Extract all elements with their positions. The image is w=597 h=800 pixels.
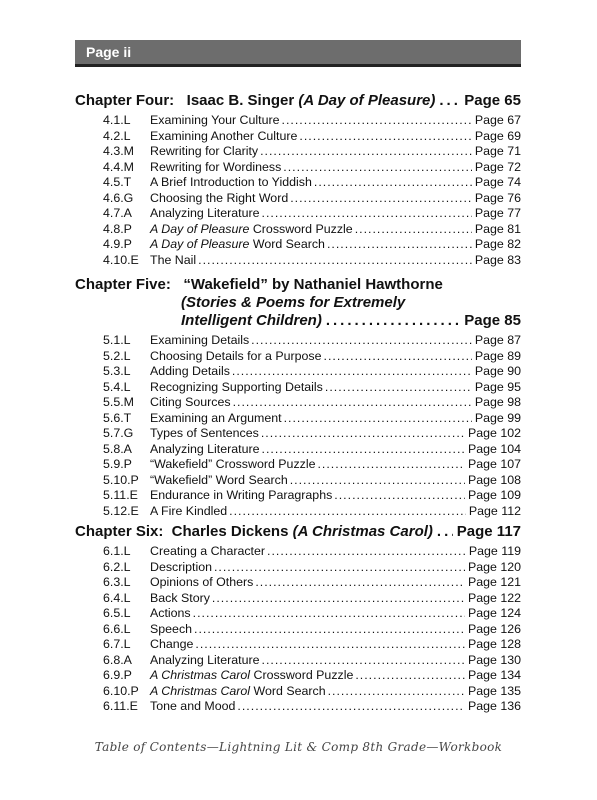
lesson-title-part: Back Story [150,590,210,605]
lesson-title-part: A Brief Introduction to Yiddish [150,175,312,189]
toc-entry [75,175,521,191]
dot-leader [255,575,465,591]
chapter-heading-line [75,523,521,541]
lesson-title-part: Opinions of Others [150,575,254,589]
lesson-code: 5.10.P [103,472,139,487]
lesson-code: 4.9.P [103,237,132,251]
dot-leader [261,426,465,442]
lesson-code: 6.3.L [103,575,131,589]
lesson-page-number: Page 119 [468,544,521,558]
lesson-page-number: Page 136 [467,699,521,713]
lesson-title-part: Word Search [249,237,325,251]
lesson-page-number: Page 126 [467,621,521,636]
lesson-page-number: Page 130 [467,652,521,667]
lesson-title-part: “Wakefield” Crossword Puzzle [150,457,316,471]
lesson-page-number: Page 121 [467,575,521,589]
lesson-title-part: Choosing Details for a Purpose [150,348,322,363]
lesson-title-part: “Wakefield” Word Search [150,472,288,487]
lesson-title [150,488,332,504]
toc-entry [75,395,521,411]
lesson-page-number: Page 104 [467,441,521,456]
lesson-title [150,606,191,622]
dot-leader [262,653,465,669]
lesson-page-number: Page 83 [474,252,521,267]
lesson-title-part: Crossword Puzzle [250,668,354,682]
chapter-heading-line [75,276,521,294]
toc-entry [75,349,521,365]
chapter-heading-text: Intelligent Children) [181,312,322,329]
dot-leader [328,684,465,700]
lesson-title-part: Examining Another Culture [150,128,298,143]
lesson-title [150,191,288,207]
dot-leader [198,253,472,269]
lesson-title-part: A Day of Pleasure [150,221,250,236]
chapter-heading-text: Chapter Six: Charles Dickens [75,523,293,540]
lesson-title-part: A Day of Pleasure [150,237,250,251]
lesson-title-part: Tone and Mood [150,699,236,713]
lesson-code: 5.6.T [103,410,132,425]
lesson-code: 6.10.P [103,683,139,698]
lesson-code: 4.6.G [103,190,134,205]
lesson-title-part: Crossword Puzzle [249,221,353,236]
lesson-title-part: Choosing the Right Word [150,190,289,205]
dot-leader [325,380,472,396]
lesson-title [150,622,192,638]
lesson-title [150,699,235,715]
chapter-page-number: Page 85 [464,312,521,329]
lesson-title [150,349,322,365]
lesson-code: 5.7.G [103,426,134,440]
lesson-title [150,160,281,176]
dot-leader [283,160,472,176]
chapter-page-number: Page 65 [464,92,521,109]
lesson-title [150,426,259,442]
dot-leader [439,92,460,110]
lesson-title [150,175,312,191]
toc-entry [75,684,521,700]
dot-leader [284,411,472,427]
lesson-title-part: Examining Details [150,333,250,347]
lesson-code: 5.11.E [103,488,138,502]
dot-leader [327,237,472,253]
toc-entry [75,206,521,222]
lesson-page-number: Page 81 [474,221,521,236]
chapter-heading-text: Chapter Five: “Wakefield” by Nathaniel Hawthorne [75,276,443,293]
dot-leader [314,175,472,191]
chapter-heading-line [75,294,521,312]
lesson-page-number: Page 122 [467,590,521,605]
toc-entry [75,364,521,380]
lesson-page-number: Page 108 [467,472,521,487]
toc-entry-list [75,113,521,268]
lesson-title-part: Recognizing Supporting Details [150,379,323,394]
lesson-title-part: Examining Your Culture [150,113,280,127]
lesson-title-part: Analyzing Literature [150,441,260,456]
lesson-title-part: Speech [150,621,193,636]
chapter-heading-text: (A Christmas Carol) [292,523,433,540]
toc-entry [75,222,521,238]
lesson-page-number: Page 107 [467,457,521,471]
lesson-title-part: Adding Details [150,364,230,378]
lesson-title [150,591,210,607]
toc-entry [75,144,521,160]
toc-entry [75,637,521,653]
lesson-title [150,684,326,700]
dot-leader [326,312,460,330]
dot-leader [267,544,466,560]
toc-entry [75,622,521,638]
header-rule [75,64,521,67]
lesson-code: 5.3.L [103,364,131,378]
toc-entry [75,253,521,269]
lesson-title-part: Types of Sentences [150,426,259,440]
lesson-title [150,333,249,349]
dot-leader [355,668,465,684]
dot-leader [437,523,453,541]
lesson-page-number: Page 82 [474,237,521,251]
lesson-page-number: Page 128 [467,637,521,651]
toc-entry [75,113,521,129]
dot-leader [317,457,464,473]
lesson-page-number: Page 98 [474,395,521,409]
lesson-page-number: Page 99 [474,410,521,425]
lesson-title [150,560,212,576]
lesson-code: 4.1.L [103,113,131,127]
lesson-page-number: Page 72 [474,159,521,174]
toc-entry [75,653,521,669]
lesson-title [150,237,325,253]
lesson-code: 5.8.A [103,441,132,456]
lesson-page-number: Page 74 [474,175,521,189]
toc-entry-list [75,333,521,519]
dot-leader [334,488,465,504]
lesson-code: 4.4.M [103,159,134,174]
dot-leader [260,144,472,160]
chapter-heading-text: (Stories & Poems for Extremely [181,294,406,311]
lesson-page-number: Page 69 [474,128,521,143]
dot-leader [237,699,465,715]
lesson-page-number: Page 124 [467,606,521,620]
chapter-heading-line [75,312,521,330]
lesson-title-part: Analyzing Literature [150,652,260,667]
lesson-title [150,575,253,591]
lesson-title [150,206,260,222]
lesson-code: 6.9.P [103,668,132,682]
page-footer: Table of Contents—Lightning Lit & Comp 8th Grade—Workbook [94,740,503,754]
dot-leader [262,442,465,458]
toc-entry [75,575,521,591]
chapter-six [75,523,521,715]
dot-leader [290,473,465,489]
lesson-title [150,473,288,489]
chapter-heading-line [75,92,521,110]
lesson-title [150,113,280,129]
lesson-title [150,457,315,473]
lesson-page-number: Page 71 [474,144,521,158]
lesson-page-number: Page 120 [467,559,521,574]
chapter-five [75,276,521,519]
dot-leader [355,222,472,238]
lesson-code: 4.10.E [103,252,139,267]
lesson-title-part: Rewriting for Clarity [150,144,259,158]
page-header-bar [75,40,521,64]
dot-leader [229,504,466,520]
lesson-code: 4.8.P [103,221,132,236]
chapter-heading-text: Chapter Four: Isaac B. Singer [75,92,299,109]
lesson-page-number: Page 112 [468,503,521,518]
dot-leader [282,113,472,129]
lesson-title [150,253,196,269]
lesson-title-part: A Fire Kindled [150,503,228,518]
dot-leader [251,333,472,349]
lesson-title [150,637,193,653]
toc-entry [75,129,521,145]
toc-entry [75,160,521,176]
lesson-title-part: Examining an Argument [150,410,282,425]
lesson-title [150,668,353,684]
lesson-page-number: Page 77 [474,206,521,220]
dot-leader [233,395,472,411]
dot-leader [214,560,465,576]
toc-entry [75,333,521,349]
lesson-title [150,364,230,380]
lesson-page-number: Page 90 [474,364,521,378]
lesson-title-part: Endurance in Writing Paragraphs [150,488,333,502]
toc-entry [75,544,521,560]
lesson-title [150,504,227,520]
lesson-title-part: A Christmas Carol [150,668,251,682]
toc-entry [75,668,521,684]
lesson-code: 6.7.L [103,637,131,651]
lesson-code: 6.6.L [103,621,131,636]
toc-entry [75,426,521,442]
lesson-page-number: Page 76 [474,190,521,205]
toc-entry [75,411,521,427]
lesson-title [150,544,265,560]
chapter-page-number: Page 117 [456,523,521,540]
lesson-code: 6.11.E [103,699,138,713]
dot-leader [262,206,472,222]
lesson-page-number: Page 67 [474,113,521,127]
dot-leader [299,129,471,145]
lesson-page-number: Page 109 [467,488,521,502]
lesson-title [150,395,231,411]
lesson-code: 6.2.L [103,559,131,574]
dot-leader [194,622,465,638]
lesson-code: 4.2.L [103,128,131,143]
toc-entry [75,191,521,207]
lesson-code: 5.4.L [103,379,131,394]
lesson-code: 6.1.L [103,544,131,558]
toc-entry [75,591,521,607]
chapter-four [75,92,521,268]
lesson-code: 4.5.T [103,175,132,189]
toc-entry-list [75,544,521,715]
lesson-title-part: Citing Sources [150,395,231,409]
lesson-title [150,222,353,238]
chapter-heading-text: (A Day of Pleasure) [298,92,436,109]
lesson-code: 6.8.A [103,652,132,667]
toc-entry [75,237,521,253]
lesson-page-number: Page 135 [467,683,521,698]
page-label: Page ii [86,44,132,60]
dot-leader [212,591,465,607]
dot-leader [324,349,472,365]
toc-entry [75,699,521,715]
lesson-code: 5.12.E [103,503,139,518]
dot-leader [290,191,472,207]
lesson-code: 4.3.M [103,144,134,158]
lesson-title [150,442,260,458]
dot-leader [193,606,465,622]
lesson-title-part: Word Search [250,683,326,698]
dot-leader [232,364,472,380]
lesson-page-number: Page 95 [474,379,521,394]
toc-entry [75,606,521,622]
lesson-title-part: Rewriting for Wordiness [150,159,282,174]
lesson-title [150,129,297,145]
lesson-code: 5.9.P [103,457,132,471]
toc-entry [75,442,521,458]
lesson-title-part: Description [150,559,212,574]
toc-entry [75,473,521,489]
toc-entry [75,380,521,396]
lesson-code: 5.1.L [103,333,131,347]
lesson-code: 4.7.A [103,206,132,220]
lesson-title-part: The Nail [150,252,197,267]
lesson-title-part: Actions [150,606,191,620]
lesson-title [150,653,260,669]
lesson-title [150,411,282,427]
lesson-title-part: Creating a Character [150,544,266,558]
lesson-title [150,380,323,396]
lesson-page-number: Page 87 [474,333,521,347]
lesson-code: 6.5.L [103,606,131,620]
toc-entry [75,457,521,473]
lesson-page-number: Page 134 [467,668,521,682]
lesson-code: 6.4.L [103,590,131,605]
lesson-title-part: Change [150,637,194,651]
lesson-code: 5.2.L [103,348,131,363]
lesson-page-number: Page 89 [474,348,521,363]
lesson-title [150,144,258,160]
toc-entry [75,504,521,520]
lesson-code: 5.5.M [103,395,134,409]
toc-entry [75,488,521,504]
dot-leader [195,637,465,653]
toc-entry [75,560,521,576]
lesson-title-part: A Christmas Carol [150,683,251,698]
lesson-page-number: Page 102 [467,426,521,440]
lesson-title-part: Analyzing Literature [150,206,260,220]
